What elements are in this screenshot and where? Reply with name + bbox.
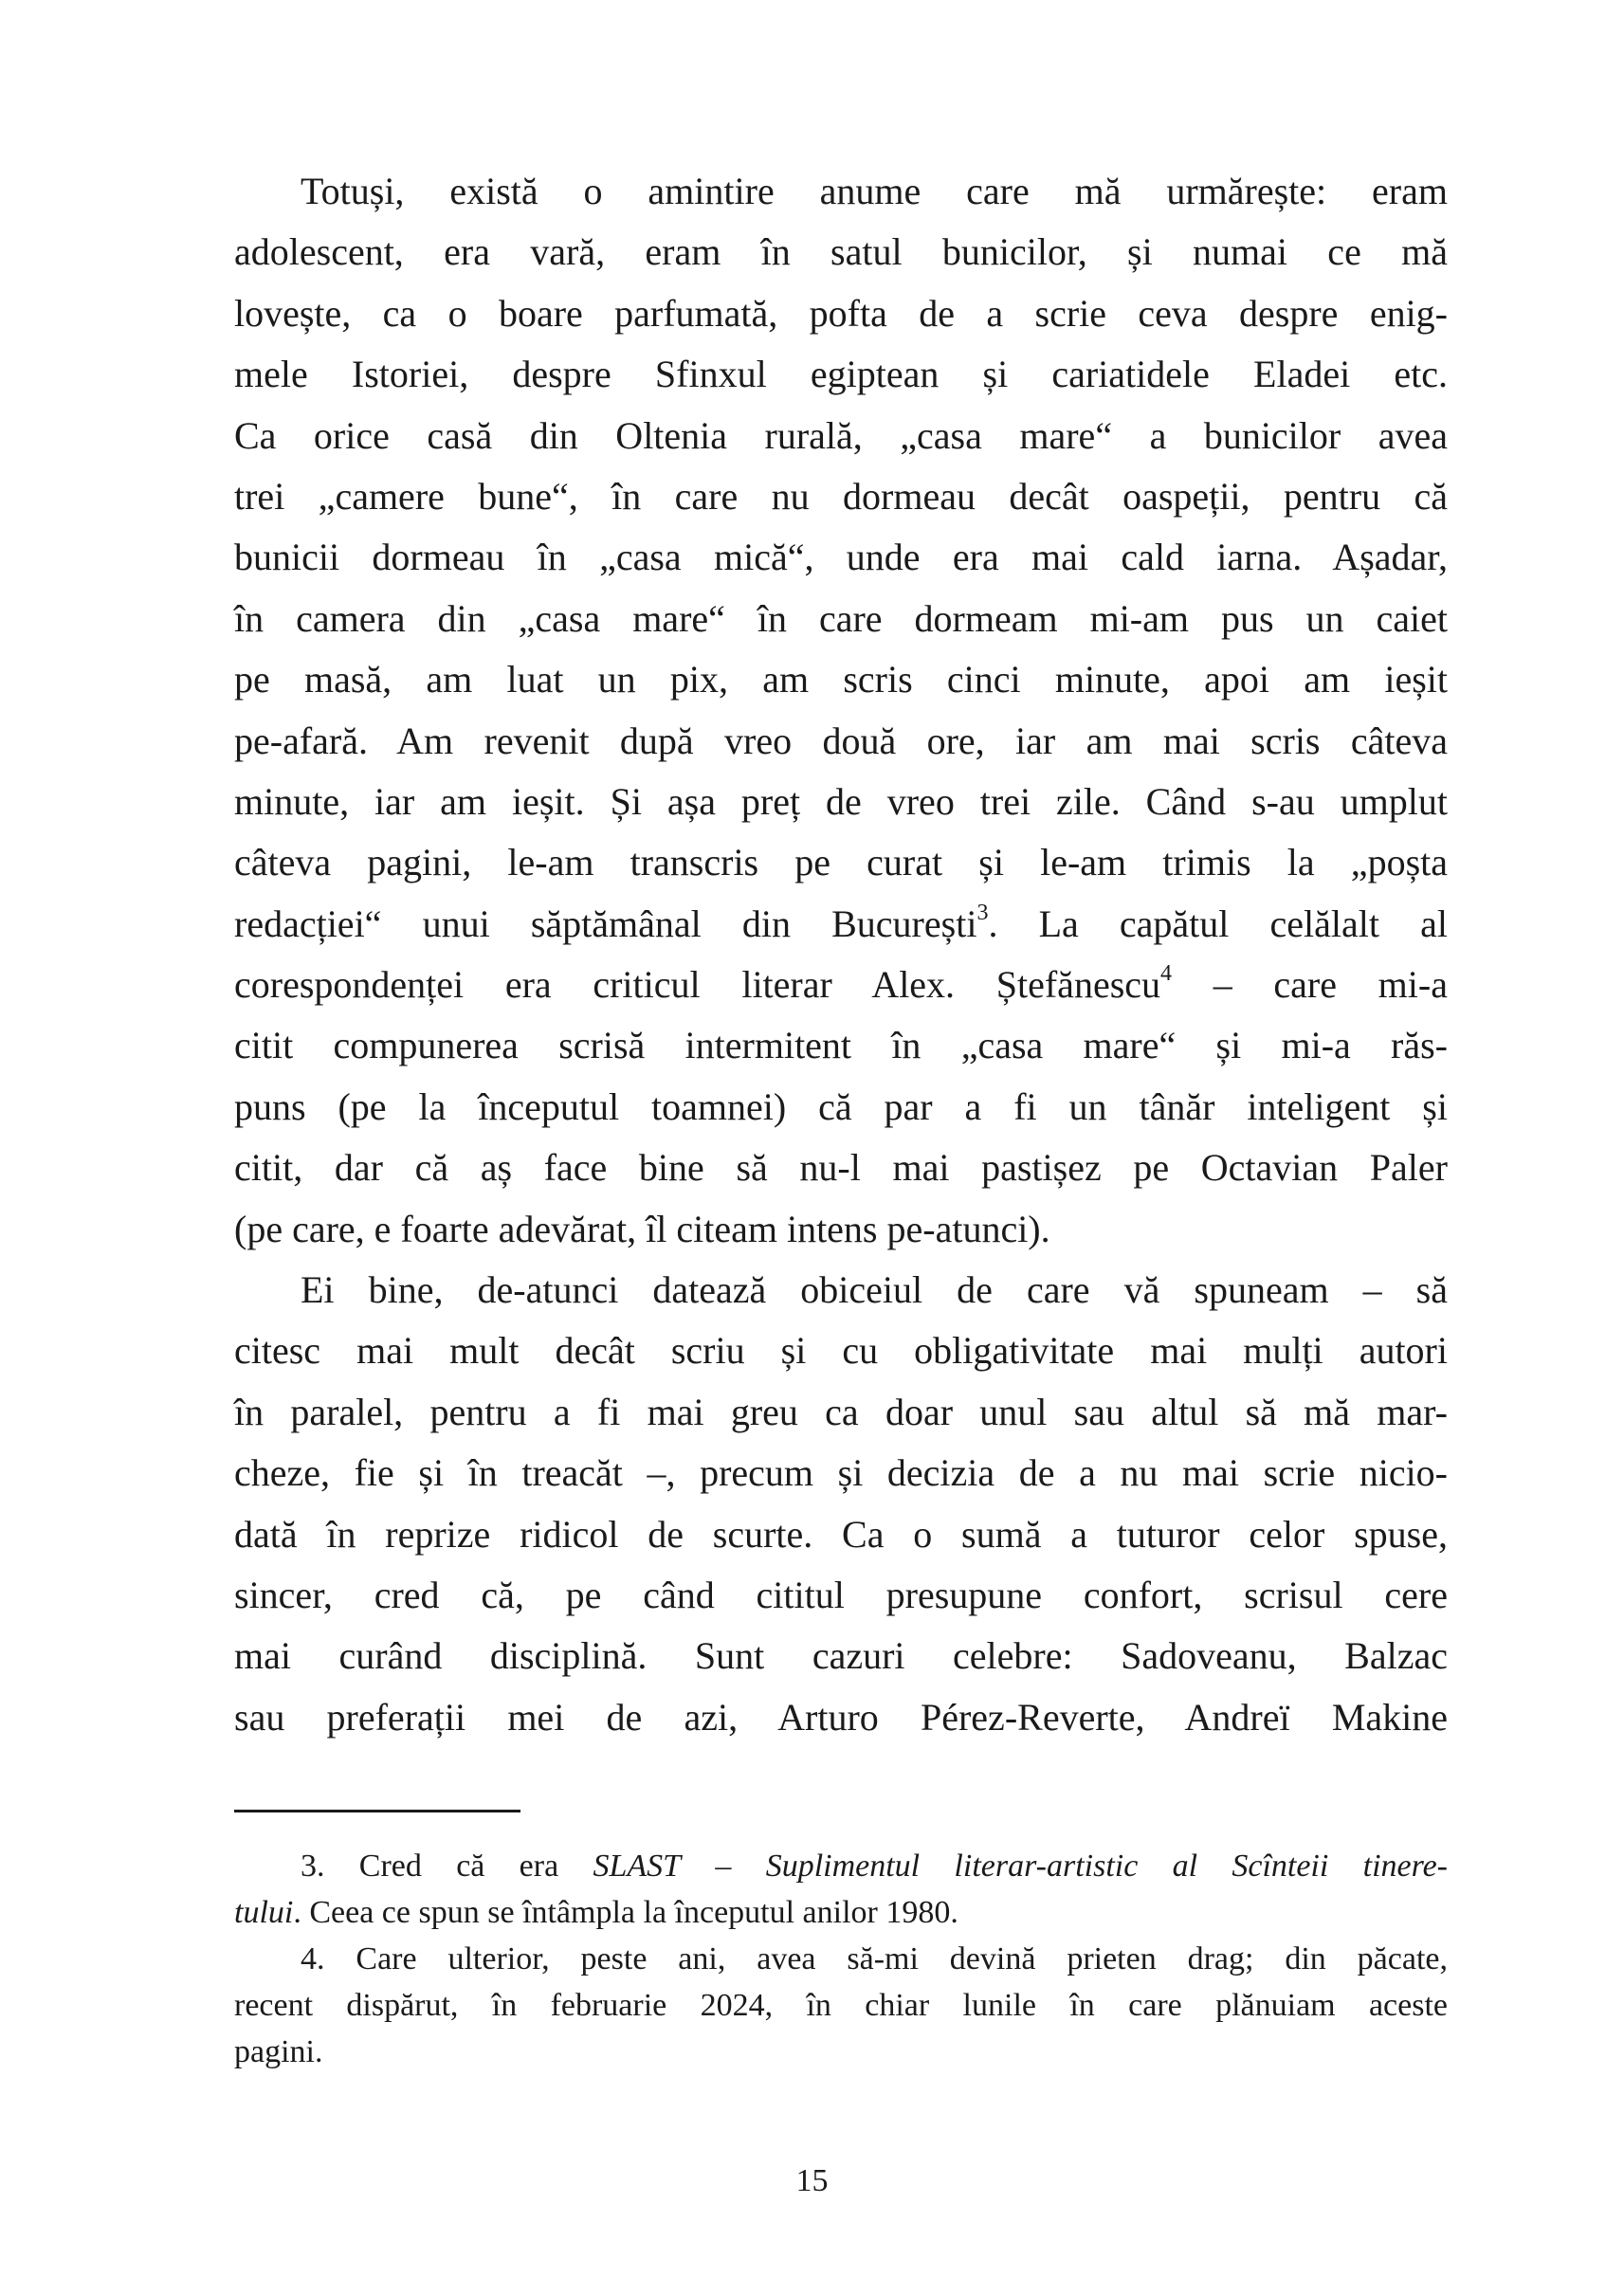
- text-segment: Ei bine, de-atunci datează obiceiul de care vă spuneam – să: [301, 1268, 1448, 1312]
- text-segment: în camera din „casa mare“ în care dormeam mi-am pus un caiet: [234, 596, 1448, 640]
- text-line: [234, 1138, 1448, 1198]
- text-line: [234, 406, 1448, 466]
- text-line: [234, 955, 1448, 1015]
- text-line: [234, 161, 1448, 222]
- text-segment: 4. Care ulterior, peste ani, avea să-mi devină prieten drag; din păcate,: [301, 1941, 1448, 1976]
- footnote-line: [234, 1936, 1448, 1982]
- text-segment: SLAST: [593, 1849, 682, 1884]
- text-segment: sincer, cred că, pe când cititul presupune confort, scrisul cere: [234, 1573, 1448, 1616]
- text-line: [234, 1015, 1448, 1076]
- text-segment: – care mi-a: [1172, 963, 1448, 1007]
- text-segment: pagini.: [234, 2034, 323, 2069]
- text-segment: trei „camere bune“, în care nu dormeau decât oaspeții, pentru că: [234, 474, 1448, 518]
- text-segment: –: [681, 1849, 766, 1884]
- text-line: [234, 1504, 1448, 1565]
- text-line: [234, 1443, 1448, 1503]
- text-segment: cheze, fie și în treacăt –, precum și decizia de a nu mai scrie nicio-: [234, 1451, 1448, 1495]
- footnote-line: [234, 1843, 1448, 1889]
- text-segment: puns (pe la începutul toamnei) că par a fi un tânăr inteligent și: [234, 1084, 1448, 1128]
- text-line: [234, 1687, 1448, 1748]
- text-segment: pe masă, am luat un pix, am scris cinci minute, apoi am ieșit: [234, 658, 1448, 701]
- text-line: [234, 1321, 1448, 1381]
- text-segment: citesc mai mult decât scriu și cu obligativitate mai mulți autori: [234, 1329, 1448, 1373]
- text-line: [234, 894, 1448, 955]
- footnote-reference: 3: [976, 900, 989, 925]
- text-line: [234, 649, 1448, 710]
- text-segment: 3. Cred că era: [301, 1849, 593, 1884]
- text-line: [234, 222, 1448, 282]
- footnote-line: [234, 2029, 1448, 2075]
- text-line: [234, 772, 1448, 832]
- body-text: [234, 161, 1448, 1748]
- text-segment: citit, dar că aș face bine să nu-l mai pastișez pe Octavian Paler: [234, 1146, 1448, 1190]
- text-segment: Ca orice casă din Oltenia rurală, „casa mare“ a bunicilor avea: [234, 413, 1448, 457]
- text-segment: în paralel, pentru a fi mai greu ca doar unul sau altul să mă mar-: [234, 1390, 1448, 1433]
- text-line: [234, 1260, 1448, 1321]
- text-segment: sau preferații mei de azi, Arturo Pérez-Reverte, Andreï Makine: [234, 1695, 1448, 1739]
- text-line: [234, 527, 1448, 588]
- text-segment: citit compunerea scrisă intermitent în „casa mare“ și mi-a răs-: [234, 1024, 1448, 1067]
- text-segment: . La capătul celălalt al: [988, 902, 1448, 945]
- footnote-line: [234, 1889, 1448, 1936]
- text-segment: mele Istoriei, despre Sfinxul egiptean și cariatidele Eladei etc.: [234, 353, 1448, 396]
- text-line: [234, 1382, 1448, 1443]
- text-line: [234, 589, 1448, 649]
- text-segment: adolescent, era vară, eram în satul bunicilor, și numai ce mă: [234, 230, 1448, 274]
- footnotes: [234, 1843, 1448, 2075]
- text-segment: bunicii dormeau în „casa mică“, unde era mai cald iarna. Așadar,: [234, 536, 1448, 579]
- footnote-line: [234, 1982, 1448, 2029]
- footnote-reference: 4: [1160, 961, 1173, 987]
- text-line: [234, 466, 1448, 527]
- footnote-separator: [234, 1810, 520, 1812]
- text-line: [234, 1199, 1448, 1260]
- text-segment: dată în reprize ridicol de scurte. Ca o sumă a tuturor celor spuse,: [234, 1512, 1448, 1556]
- text-segment: Totuși, există o amintire anume care mă urmărește: eram: [301, 170, 1448, 212]
- text-segment: minute, iar am ieșit. Și așa preț de vreo trei zile. Când s-au umplut: [234, 779, 1448, 823]
- page-number: 15: [795, 2163, 829, 2198]
- text-line: [234, 344, 1448, 405]
- text-segment: redacției“ unui săptămânal din București: [234, 902, 977, 945]
- text-segment: recent dispărut, în februarie 2024, în chiar lunile în care plănuiam aceste: [234, 1988, 1448, 2023]
- text-segment: Suplimentul literar-artistic al Scînteii tinere-: [765, 1849, 1448, 1884]
- text-line: [234, 1565, 1448, 1626]
- text-segment: tului: [234, 1895, 294, 1930]
- text-line: [234, 1626, 1448, 1686]
- text-segment: lovește, ca o boare parfumată, pofta de a scrie ceva despre enig-: [234, 291, 1448, 335]
- text-line: [234, 1077, 1448, 1138]
- text-segment: câteva pagini, le-am transcris pe curat și le-am trimis la „poșta: [234, 841, 1448, 884]
- text-segment: pe-afară. Am revenit după vreo două ore, iar am mai scris câteva: [234, 719, 1448, 762]
- text-line: [234, 832, 1448, 893]
- text-segment: (pe care, e foarte adevărat, îl citeam intens pe-atunci).: [234, 1207, 1050, 1250]
- text-line: [234, 711, 1448, 772]
- text-segment: mai curând disciplină. Sunt cazuri celebre: Sadoveanu, Balzac: [234, 1634, 1448, 1678]
- text-line: [234, 283, 1448, 344]
- text-segment: . Ceea ce spun se întâmpla la începutul anilor 1980.: [293, 1895, 958, 1930]
- text-segment: corespondenței era criticul literar Alex. Ștefănescu: [234, 963, 1161, 1007]
